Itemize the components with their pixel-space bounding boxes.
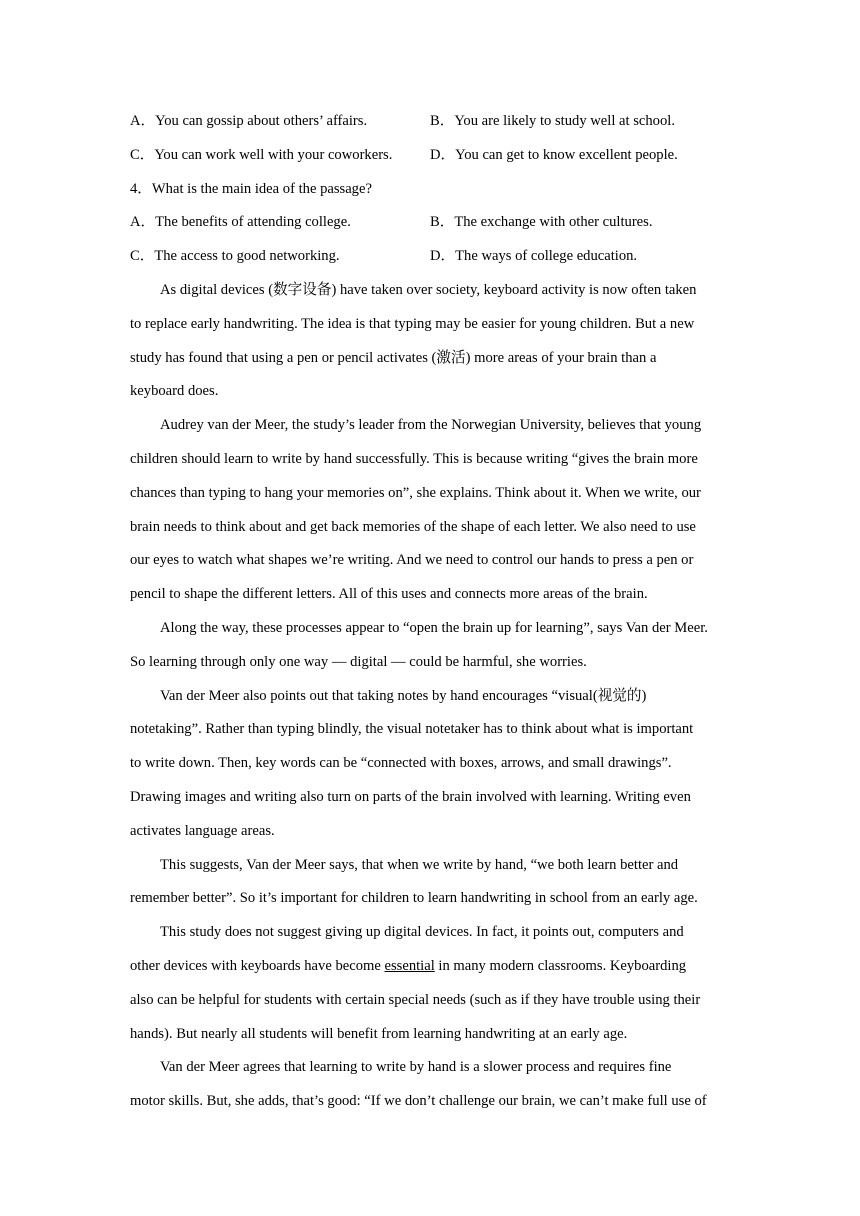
q4-option-a: A．The benefits of attending college. bbox=[130, 214, 351, 231]
passage-paragraph-4 bbox=[130, 680, 740, 849]
paragraph-line: children should learn to write by hand successfully. This is because writing “gives the brain more bbox=[130, 450, 698, 467]
q3-options-row-1 bbox=[130, 105, 740, 139]
paragraph-line: hands). But nearly all students will benefit from learning handwriting at an early age. bbox=[130, 1025, 628, 1042]
q4-options-row-1 bbox=[130, 206, 740, 240]
paragraph-line: This suggests, Van der Meer says, that when we write by hand, “we both learn better and bbox=[160, 856, 679, 873]
passage-paragraph-1 bbox=[130, 274, 740, 409]
paragraph-line: our eyes to watch what shapes we’re writing. And we need to control our hands to press a pen or bbox=[130, 552, 694, 569]
q4-option-b: B．The exchange with other cultures. bbox=[430, 214, 653, 231]
paragraph-line: also can be helpful for students with certain special needs (such as if they have trouble using their bbox=[130, 991, 701, 1008]
paragraph-line: As digital devices (数字设备) have taken over society, keyboard activity is now often taken bbox=[160, 281, 697, 298]
q4-option-d: D．The ways of college education. bbox=[430, 248, 638, 265]
paragraph-line: Van der Meer agrees that learning to write by hand is a slower process and requires fine bbox=[160, 1059, 672, 1076]
paragraph-line: study has found that using a pen or pencil activates (激活) more areas of your brain than a bbox=[130, 349, 657, 366]
passage-paragraph-3 bbox=[130, 612, 740, 680]
line-text-before: other devices with keyboards have become bbox=[130, 957, 385, 974]
passage-paragraph-6 bbox=[130, 916, 740, 1051]
paragraph-line: activates language areas. bbox=[130, 822, 275, 839]
passage-paragraph-5 bbox=[130, 849, 740, 917]
document-page bbox=[130, 105, 740, 1119]
q3-option-b: B．You are likely to study well at school. bbox=[430, 113, 675, 129]
paragraph-line: Van der Meer also points out that taking notes by hand encourages “visual(视觉的) bbox=[160, 687, 647, 704]
paragraph-line: to write down. Then, key words can be “connected with boxes, arrows, and small drawings”. bbox=[130, 755, 672, 772]
line-text-after: in many modern classrooms. Keyboarding bbox=[434, 957, 687, 974]
q3-options-row-2 bbox=[130, 139, 740, 173]
paragraph-line: chances than typing to hang your memories on”, she explains. Think about it. When we write, our bbox=[130, 484, 701, 501]
paragraph-line: brain needs to think about and get back memories of the shape of each letter. We also need to use bbox=[130, 518, 696, 535]
paragraph-line: notetaking”. Rather than typing blindly, the visual notetaker has to think about what is important bbox=[130, 721, 694, 738]
q4-question-text: 4．What is the main idea of the passage? bbox=[130, 180, 372, 197]
paragraph-line: So learning through only one way — digital — could be harmful, she worries. bbox=[130, 653, 587, 670]
paragraph-line: Audrey van der Meer, the study’s leader from the Norwegian University, believes that young bbox=[160, 417, 702, 434]
q3-option-c: C．You can work well with your coworkers. bbox=[130, 146, 393, 163]
paragraph-line: pencil to shape the different letters. All of this uses and connects more areas of the brain. bbox=[130, 586, 648, 603]
paragraph-line: to replace early handwriting. The idea is that typing may be easier for young children. But a new bbox=[130, 315, 695, 332]
q3-option-d: D．You can get to know excellent people. bbox=[430, 146, 678, 163]
paragraph-line: This study does not suggest giving up digital devices. In fact, it points out, computers and bbox=[160, 924, 684, 941]
underlined-word: essential bbox=[384, 957, 435, 974]
q4-question bbox=[130, 173, 740, 207]
passage-paragraph-2 bbox=[130, 409, 740, 612]
paragraph-line: keyboard does. bbox=[130, 383, 219, 400]
paragraph-line-with-underline bbox=[130, 950, 740, 984]
q3-option-a: A．You can gossip about others’ affairs. bbox=[130, 113, 368, 129]
paragraph-line: remember better”. So it’s important for children to learn handwriting in school from an early age. bbox=[130, 890, 698, 907]
paragraph-line: motor skills. But, she adds, that’s good: “If we don’t challenge our brain, we can’t make full use of bbox=[130, 1093, 707, 1110]
paragraph-line: Along the way, these processes appear to “open the brain up for learning”, says Van der Meer. bbox=[160, 619, 708, 636]
q4-option-c: C．The access to good networking. bbox=[130, 248, 340, 265]
q4-options-row-2 bbox=[130, 240, 740, 274]
passage-paragraph-7 bbox=[130, 1051, 740, 1119]
paragraph-line: Drawing images and writing also turn on parts of the brain involved with learning. Writing even bbox=[130, 788, 691, 805]
